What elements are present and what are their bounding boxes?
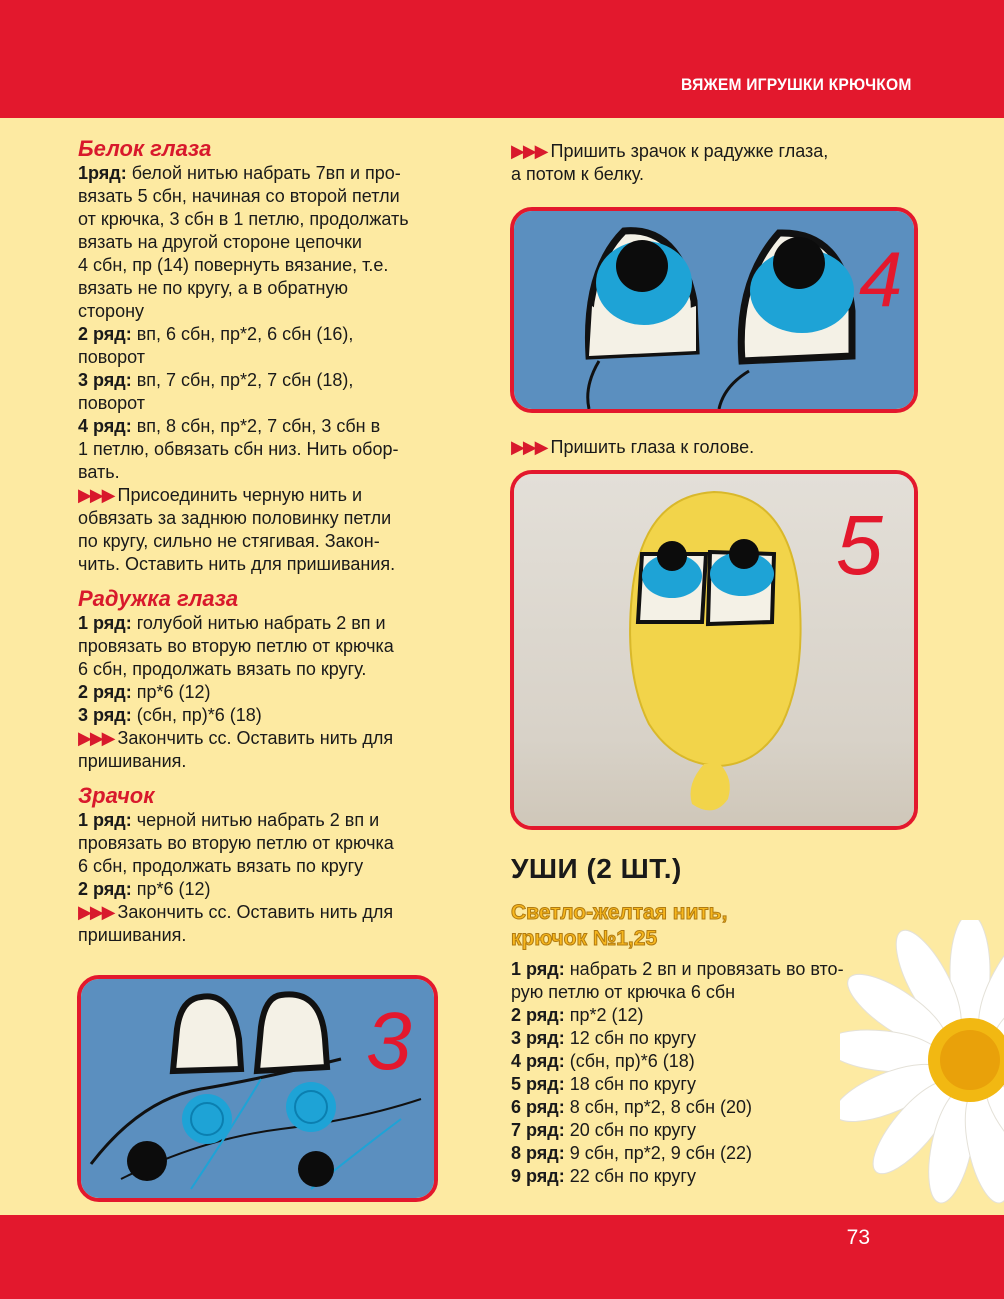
row-text: белой нитью набрать 7вп и про- <box>131 163 401 183</box>
ears-row-2 <box>511 1004 931 1027</box>
row-label: 7 ряд: <box>511 1120 565 1140</box>
row-text: голубой нитью набрать 2 вп и <box>136 613 386 633</box>
row-text: поворот <box>78 347 145 367</box>
arrow-icon: ▶▶▶ <box>78 728 114 748</box>
note-text: чить. Оставить нить для пришивания. <box>78 554 396 574</box>
left-column <box>78 136 478 947</box>
sew-pupil-note <box>511 140 911 163</box>
ears-rows <box>511 958 931 1188</box>
pupil-row2 <box>78 878 478 901</box>
note-text: пришивания. <box>78 751 187 771</box>
row-text: вп, 7 сбн, пр*2, 7 сбн (18), <box>136 370 354 390</box>
row-text: провязать во вторую петлю от крючка <box>78 833 394 853</box>
ears-row-4 <box>511 1050 931 1073</box>
row-text: набрать 2 вп и провязать во вто- <box>569 959 844 979</box>
eye-white-row4 <box>78 415 478 438</box>
row-label: 5 ряд: <box>511 1074 565 1094</box>
row-label: 1ряд: <box>78 163 127 183</box>
pupil-title: Зрачок <box>78 783 155 808</box>
arrow-icon: ▶▶▶ <box>511 141 547 161</box>
subtitle-line: Светло-желтая нить, <box>511 901 728 924</box>
ears-row-8 <box>511 1142 931 1165</box>
row-text: 20 сбн по кругу <box>569 1120 696 1140</box>
photo-step-4 <box>510 207 918 413</box>
eye-white-title: Белок глаза <box>78 136 212 161</box>
step-number: 4 <box>859 235 903 323</box>
step-number: 3 <box>366 996 412 1087</box>
row-text: 18 сбн по кругу <box>569 1074 696 1094</box>
note-text: Закончить сс. Оставить нить для <box>117 728 394 748</box>
row-text: вязать на другой стороне цепочки <box>78 232 362 252</box>
row-text: пр*2 (12) <box>569 1005 644 1025</box>
note-text: обвязать за заднюю половинку петли <box>78 508 392 528</box>
ears-subtitle <box>511 900 727 952</box>
iris-row3 <box>78 704 478 727</box>
row-text: 22 сбн по кругу <box>569 1166 696 1186</box>
row-text: 9 сбн, пр*2, 9 сбн (22) <box>569 1143 753 1163</box>
ears-row-3 <box>511 1027 931 1050</box>
ears-row-9 <box>511 1165 931 1188</box>
right-column-top <box>511 140 911 186</box>
row-text: рую петлю от крючка 6 сбн <box>511 982 736 1002</box>
sew-eyes-note <box>511 436 754 459</box>
eye-parts-image <box>81 979 434 1198</box>
arrow-icon: ▶▶▶ <box>511 437 547 457</box>
step-number: 5 <box>836 498 883 592</box>
iris-row2 <box>78 681 478 704</box>
row-text: вать. <box>78 462 120 482</box>
photo-step-3 <box>77 975 438 1202</box>
row-label: 2 ряд: <box>78 879 132 899</box>
row-text: 1 петлю, обвязать сбн низ. Нить обор- <box>78 439 399 459</box>
ears-row-7 <box>511 1119 931 1142</box>
row-text: пр*6 (12) <box>136 879 211 899</box>
row-label: 3 ряд: <box>511 1028 565 1048</box>
row-text: 12 сбн по кругу <box>569 1028 696 1048</box>
row-text: поворот <box>78 393 145 413</box>
ears-row-1 <box>511 958 931 981</box>
note-text: а потом к белку. <box>511 164 644 184</box>
row-label: 3 ряд: <box>78 370 132 390</box>
note-text: Закончить сс. Оставить нить для <box>117 902 394 922</box>
eye-white-row1 <box>78 162 478 185</box>
header-title: ВЯЖЕМ ИГРУШКИ КРЮЧКОМ <box>681 75 912 94</box>
row-label: 2 ряд: <box>511 1005 565 1025</box>
row-text: провязать во вторую петлю от крючка <box>78 636 394 656</box>
pupil-row1 <box>78 809 478 832</box>
iris-row1 <box>78 612 478 635</box>
row-text: от крючка, 3 сбн в 1 петлю, продолжать <box>78 209 409 229</box>
row-label: 6 ряд: <box>511 1097 565 1117</box>
iris-title: Радужка глаза <box>78 586 239 611</box>
row-text: черной нитью набрать 2 вп и <box>136 810 380 830</box>
row-label: 1 ряд: <box>78 613 132 633</box>
note-text: Присоединить черную нить и <box>117 485 363 505</box>
row-text: 6 сбн, продолжать вязать по кругу <box>78 856 364 876</box>
toy-head-image <box>514 474 914 826</box>
page-number: 73 <box>846 1226 870 1249</box>
note-text: по кругу, сильно не стягивая. Закон- <box>78 531 380 551</box>
row-text: 8 сбн, пр*2, 8 сбн (20) <box>569 1097 753 1117</box>
row-label: 1 ряд: <box>78 810 132 830</box>
row-label: 3 ряд: <box>78 705 132 725</box>
row-text: вп, 6 сбн, пр*2, 6 сбн (16), <box>136 324 354 344</box>
row-label: 9 ряд: <box>511 1166 565 1186</box>
row-label: 8 ряд: <box>511 1143 565 1163</box>
ears-row-5 <box>511 1073 931 1096</box>
header-band <box>0 0 1004 118</box>
note-text: пришивания. <box>78 925 187 945</box>
iris-note <box>78 727 478 750</box>
row-label: 1 ряд: <box>511 959 565 979</box>
row-text: сторону <box>78 301 145 321</box>
photo-step-5 <box>510 470 918 830</box>
row-text: (сбн, пр)*6 (18) <box>136 705 262 725</box>
row-text: 6 сбн, продолжать вязать по кругу. <box>78 659 367 679</box>
pupil-note <box>78 901 478 924</box>
ears-title: УШИ (2 ШТ.) <box>511 853 682 884</box>
row-label: 4 ряд: <box>511 1051 565 1071</box>
eyes-assembled-image <box>514 211 914 409</box>
row-text: (сбн, пр)*6 (18) <box>569 1051 695 1071</box>
subtitle-line: крючок №1,25 <box>511 927 658 950</box>
eye-white-note <box>78 484 478 507</box>
row-label: 4 ряд: <box>78 416 132 436</box>
eye-white-row3 <box>78 369 478 392</box>
note-text: Пришить глаза к голове. <box>550 437 755 457</box>
note-text: Пришить зрачок к радужке глаза, <box>550 141 829 161</box>
row-text: вязать не по кругу, а в обратную <box>78 278 348 298</box>
arrow-icon: ▶▶▶ <box>78 485 114 505</box>
row-text: вп, 8 сбн, пр*2, 7 сбн, 3 сбн в <box>136 416 381 436</box>
eye-white-row2 <box>78 323 478 346</box>
arrow-icon: ▶▶▶ <box>78 902 114 922</box>
row-text: пр*6 (12) <box>136 682 211 702</box>
row-text: вязать 5 сбн, начиная со второй петли <box>78 186 400 206</box>
row-label: 2 ряд: <box>78 324 132 344</box>
ears-row-6 <box>511 1096 931 1119</box>
row-label: 2 ряд: <box>78 682 132 702</box>
row-text: 4 сбн, пр (14) повернуть вязание, т.е. <box>78 255 389 275</box>
